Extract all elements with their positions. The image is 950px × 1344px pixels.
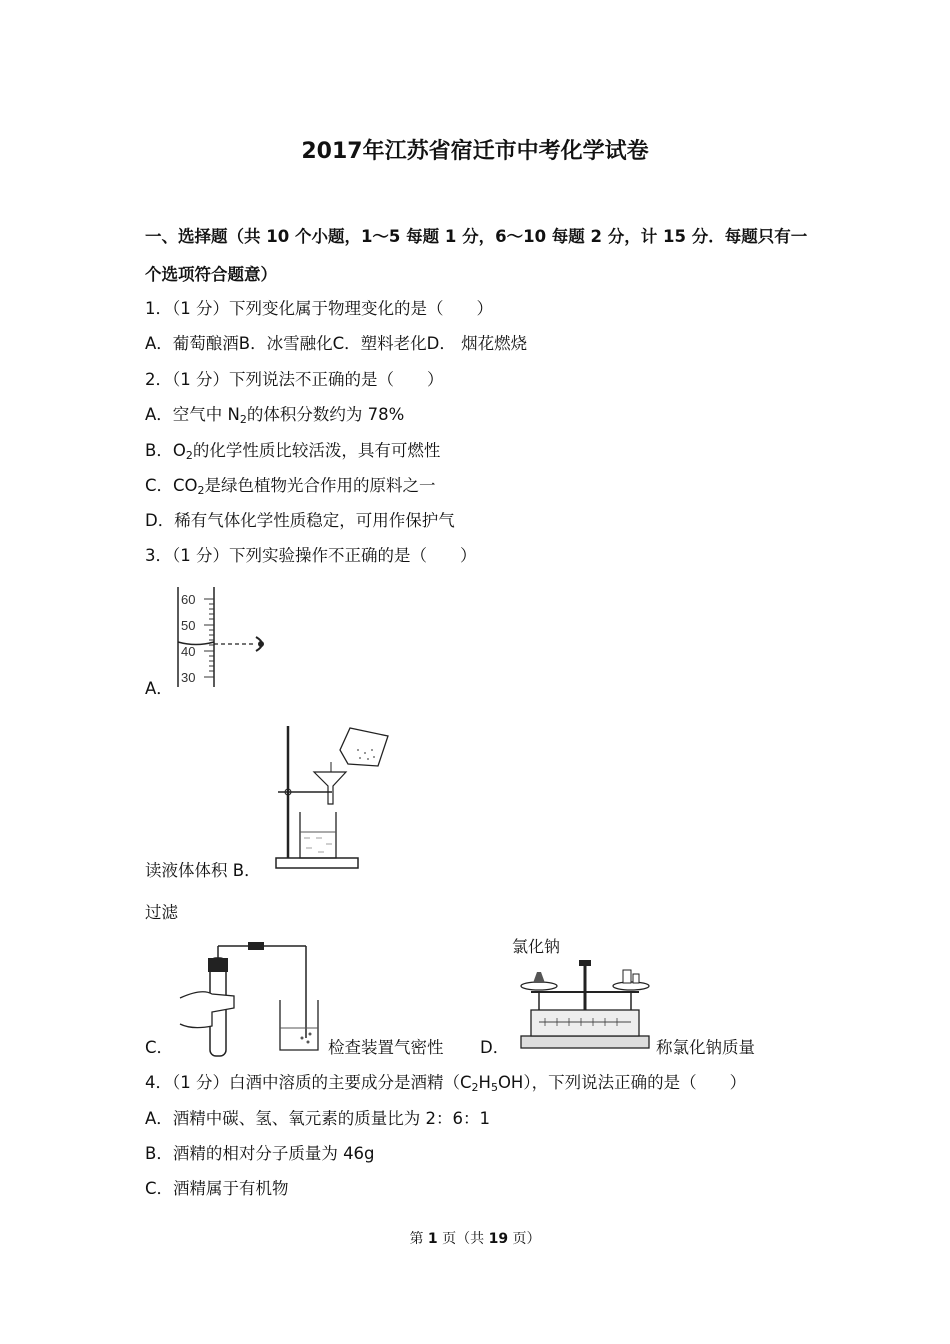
tick-label: 60: [181, 592, 196, 607]
q4-option-b: B．酒精的相对分子质量为 46g: [145, 1144, 375, 1163]
q3-d-caption: 称氯化钠质量: [656, 1038, 755, 1057]
airtightness-figure: [172, 938, 327, 1058]
filtration-figure: [270, 720, 395, 875]
q2-stem: 2．（1 分）下列说法不正确的是（ ）: [145, 370, 444, 389]
section-heading-line1: 一、选择题（共 10 个小题，1～5 每题 1 分，6～10 每题 2 分，计 15 分．每题只有一: [145, 227, 808, 246]
q2-option-a: A．空气中 $N_2$的体积分数约为 78%: [145, 405, 405, 426]
q2-option-d: D．稀有气体化学性质稳定，可用作保护气: [145, 511, 455, 530]
cylinder-figure: [172, 585, 282, 690]
q3-option-a-label: A．: [145, 679, 173, 698]
q4-option-a: A．酒精中碳、氢、氧元素的质量比为 2：6：1: [145, 1109, 491, 1128]
balance-figure: [515, 954, 655, 1054]
q3-b-caption: 过滤: [145, 903, 178, 922]
q3-c-caption: 检查装置气密性: [328, 1038, 444, 1057]
tick-label: 50: [181, 618, 196, 633]
page-footer: 第 1 页（共 19 页）: [409, 1231, 541, 1247]
q4-stem: 4．（1 分）白酒中溶质的主要成分是酒精$(C_2H_5OH)$，下列说法正确的是（ ）: [145, 1073, 747, 1094]
page-title: 2017年江苏省宿迁市中考化学试卷: [301, 139, 649, 164]
q2-option-c: C．$CO_2$是绿色植物光合作用的原料之一: [145, 476, 436, 497]
nacl-figure-label: 氯化钠: [512, 939, 561, 956]
q3-a-caption-b-label: 读液体体积 B．: [145, 861, 261, 880]
q3-option-c-label: C．: [145, 1038, 174, 1057]
tick-label: 30: [181, 670, 196, 685]
section-heading-line2: 个选项符合题意）: [145, 265, 277, 284]
q4-option-c: C．酒精属于有机物: [145, 1179, 289, 1198]
eye-icon: [256, 637, 264, 651]
q1-stem: 1．（1 分）下列变化属于物理变化的是（ ）: [145, 299, 493, 318]
q1-options: A．葡萄酿酒B．冰雪融化C．塑料老化D． 烟花燃烧: [145, 334, 528, 353]
tick-label: 40: [181, 644, 196, 659]
q3-stem: 3．（1 分）下列实验操作不正确的是（ ）: [145, 546, 477, 565]
q2-option-b: B．$O_2$的化学性质比较活泼，具有可燃性: [145, 441, 441, 462]
q3-option-d-label: D．: [480, 1038, 510, 1057]
